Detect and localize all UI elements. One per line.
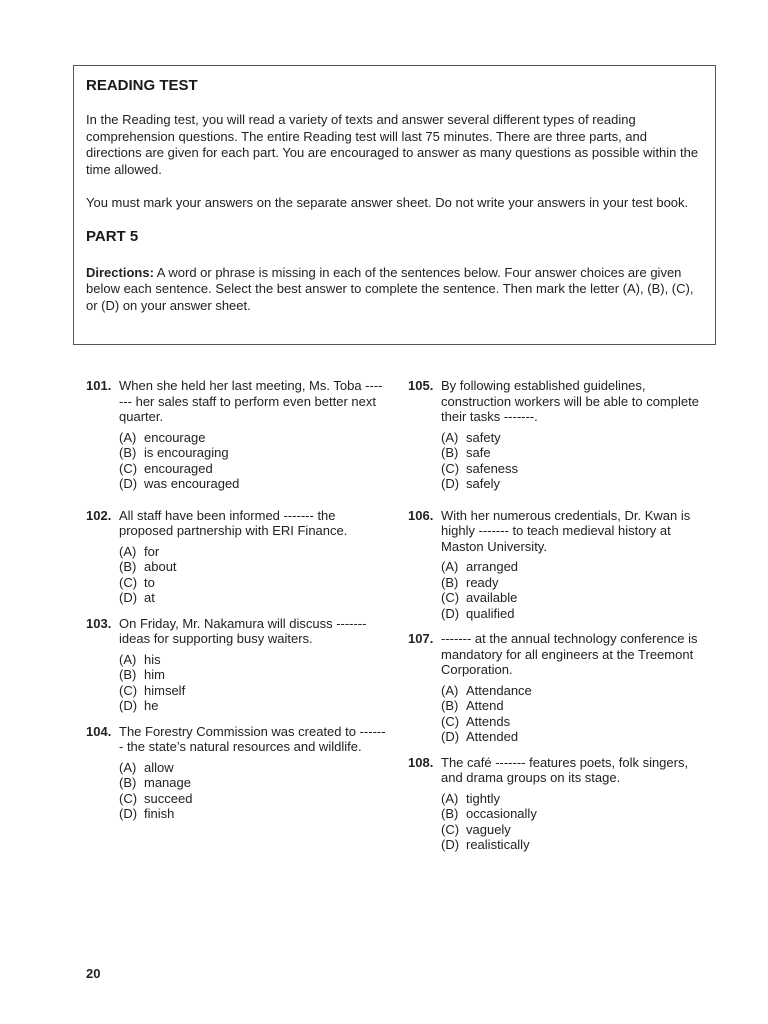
answer-option[interactable]: (A) for (119, 543, 160, 559)
answer-option[interactable]: (A) arranged (441, 559, 519, 574)
answer-options (119, 430, 386, 492)
answer-options (441, 430, 708, 492)
question-104 (86, 724, 386, 822)
question-text: On Friday, Mr. Nakamura will discuss ------- ideas for supporting busy waiters. (119, 615, 367, 646)
answer-option[interactable]: (C) vaguely (441, 821, 511, 837)
question-number: 105. (408, 378, 434, 393)
question-number: 107. (408, 631, 434, 646)
answer-options (119, 760, 386, 822)
answer-options (119, 544, 386, 606)
answer-option[interactable]: (C) available (441, 590, 518, 605)
question-101 (86, 378, 386, 492)
directions-text: A word or phrase is missing in each of the sentences below. Four answer choices are given below each sentence. Select the best answer to complete the sentence. Then mark the letter (A), (B), (C), or (D) on your answer sheet. (86, 264, 694, 313)
answer-option[interactable]: (A) his (119, 651, 161, 667)
directions (86, 265, 703, 315)
question-number: 102. (86, 507, 112, 523)
answer-option[interactable]: (A) Attendance (441, 682, 532, 698)
answer-option[interactable]: (A) encourage (119, 429, 206, 445)
question-107 (408, 631, 708, 745)
answer-option[interactable]: (C) encouraged (119, 460, 213, 476)
intro-paragraph: In the Reading test, you will read a variety of texts and answer several different types of reading comprehension questions. The entire Reading test will last 75 minutes. There are three parts, and directions are given for each part. You are encouraged to answer as many questions as possible within the time allowed. (86, 112, 699, 177)
answer-option[interactable]: (A) allow (119, 759, 174, 775)
answer-option[interactable]: (C) to (119, 574, 155, 590)
question-text: By following established guidelines, construction workers will be able to complete their tasks -------. (441, 378, 699, 424)
answer-option[interactable]: (B) occasionally (441, 806, 537, 821)
question-105 (408, 378, 708, 492)
question-number: 101. (86, 378, 112, 393)
answer-option[interactable]: (B) about (119, 559, 177, 574)
answer-option[interactable]: (C) succeed (119, 790, 193, 806)
question-number: 104. (86, 723, 112, 739)
answer-option[interactable]: (B) him (119, 667, 165, 682)
answer-option[interactable]: (B) ready (441, 574, 499, 590)
question-number: 108. (408, 754, 434, 770)
answer-sheet-instruction: You must mark your answers on the separate answer sheet. Do not write your answers in your test book. (86, 195, 689, 210)
question-text: When she held her last meeting, Ms. Toba ------- her sales staff to perform even better next quarter. (119, 378, 383, 424)
answer-option[interactable]: (D) realistically (441, 837, 530, 852)
directions-label: Directions: (86, 264, 154, 280)
answer-options (119, 652, 386, 714)
question-number: 106. (408, 507, 434, 523)
question-text: The café ------- features poets, folk singers, and drama groups on its stage. (441, 754, 689, 785)
question-103 (86, 616, 386, 714)
answer-option[interactable]: (A) safety (441, 429, 501, 445)
answer-option[interactable]: (D) at (119, 590, 155, 605)
answer-option[interactable]: (C) himself (119, 682, 186, 698)
question-text: The Forestry Commission was created to ------- the state’s natural resources and wildlife. (119, 723, 386, 754)
question-108 (408, 755, 708, 853)
answer-option[interactable]: (D) finish (119, 806, 175, 821)
question-text: With her numerous credentials, Dr. Kwan is highly ------- to teach medieval history at Maston University. (441, 507, 691, 554)
answer-options (441, 683, 708, 745)
answer-option[interactable]: (C) safeness (441, 460, 519, 476)
questions-right-column (408, 378, 708, 853)
reading-test-title: READING TEST (86, 77, 198, 94)
answer-option[interactable]: (D) safely (441, 476, 500, 491)
questions-left-column (86, 378, 386, 822)
question-102 (86, 508, 386, 606)
question-text: All staff have been informed ------- the proposed partnership with ERI Finance. (119, 507, 348, 538)
answer-option[interactable]: (B) manage (119, 775, 191, 790)
answer-option[interactable]: (D) Attended (441, 729, 519, 744)
question-106 (408, 508, 708, 622)
page-number: 20 (86, 966, 101, 981)
answer-option[interactable]: (C) Attends (441, 713, 511, 729)
answer-options (441, 559, 708, 621)
answer-option[interactable]: (B) safe (441, 445, 491, 460)
part-title: PART 5 (86, 227, 139, 245)
answer-option[interactable]: (B) Attend (441, 698, 504, 713)
answer-option[interactable]: (D) qualified (441, 605, 515, 621)
question-text: ------- at the annual technology conference is mandatory for all engineers at the Treemont Corporation. (441, 631, 698, 677)
answer-option[interactable]: (D) was encouraged (119, 476, 240, 491)
answer-option[interactable]: (A) tightly (441, 790, 500, 806)
reading-test-intro-box (73, 65, 716, 345)
answer-option[interactable]: (D) he (119, 698, 159, 713)
answer-options (441, 791, 708, 853)
question-number: 103. (86, 615, 112, 631)
answer-option[interactable]: (B) is encouraging (119, 445, 229, 460)
